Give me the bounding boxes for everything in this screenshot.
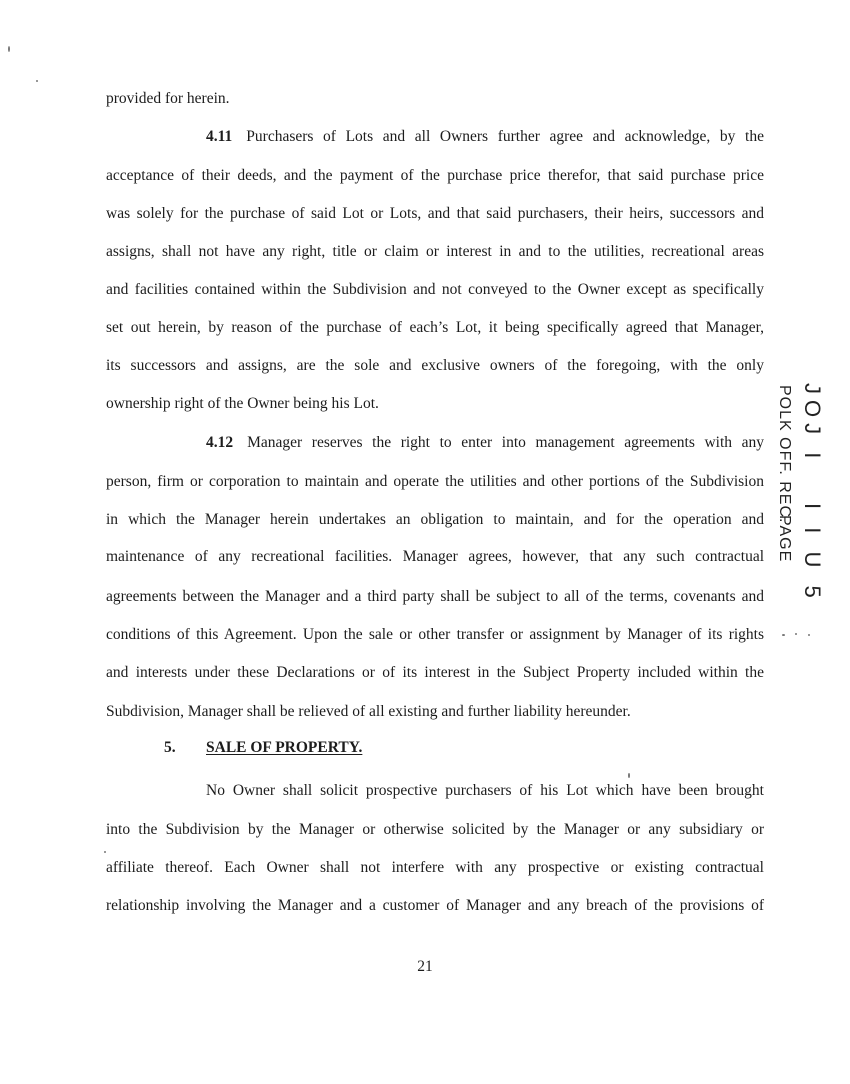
section-5-line-3: affiliate thereof. Each Owner shall not interfere with any prospective or existing contractual: [106, 859, 764, 876]
section-4-12-line-7: and interests under these Declarations or of its interest in the Subject Property included within the: [106, 664, 764, 681]
section-4-11-line-1: Purchasers of Lots and all Owners further agree and acknowledge, by the: [246, 128, 764, 145]
section-5-title: SALE OF PROPERTY.: [206, 739, 363, 756]
section-4-11-line-3: was solely for the purchase of said Lot or Lots, and that said purchasers, their heirs, successors and: [106, 205, 764, 222]
section-4-12-line-8: Subdivision, Manager shall be relieved of all existing and further liability hereunder.: [106, 703, 631, 720]
scan-speck: [782, 634, 785, 636]
section-5-line-1: No Owner shall solicit prospective purchasers of his Lot which have been brought: [206, 782, 764, 799]
stamp-page-number: I I U 5: [800, 503, 825, 604]
section-4-11-line-4: assigns, shall not have any right, title or claim or interest in and to the utilities, recreational areas: [106, 243, 764, 260]
section-number-5: 5.: [164, 739, 176, 756]
section-4-12-line-4: maintenance of any recreational facilities. Manager agrees, however, that any such contractual: [106, 548, 764, 565]
section-4-11-line-6: set out herein, by reason of the purchase of each’s Lot, it being specifically agreed that Manager,: [106, 319, 764, 336]
section-4-12-line-5: agreements between the Manager and a third party shall be subject to all of the terms, covenants and: [106, 588, 764, 605]
section-4-11-line-7: its successors and assigns, are the sole and exclusive owners of the foregoing, with the only: [106, 357, 764, 374]
section-number-4-11: 4.11: [206, 128, 233, 145]
section-4-12-line-1: Manager reserves the right to enter into management agreements with any: [247, 434, 764, 451]
stamp-label: POLK OFF. REC.: [776, 385, 793, 524]
section-4-12-line-6: conditions of this Agreement. Upon the sale or other transfer or assignment by Manager of its rights: [106, 626, 764, 643]
scan-speck: [795, 633, 797, 635]
section-4-12-line-3: in which the Manager herein undertakes an obligation to maintain, and for the operation and: [106, 511, 764, 528]
scan-speck: [104, 851, 106, 853]
paragraph-continuation-line: provided for herein.: [106, 90, 230, 107]
page-number: 21: [417, 958, 433, 975]
section-4-12-line-2: person, firm or corporation to maintain and operate the utilities and other portions of the Subdivision: [106, 473, 764, 490]
section-4-11-first-line: [206, 127, 764, 147]
scan-speck: [8, 46, 10, 52]
section-5-heading: [164, 738, 362, 758]
section-4-12-first-line: [206, 433, 764, 453]
section-number-4-12: 4.12: [206, 434, 234, 451]
scan-speck: [36, 80, 38, 82]
section-4-11-line-5: and facilities contained within the Subdivision and not conveyed to the Owner except as specifically: [106, 281, 764, 298]
section-4-11-line-8: ownership right of the Owner being his Lot.: [106, 395, 379, 412]
stamp-page-label: PAGE: [776, 515, 793, 563]
stamp-book-number: JOJ I: [800, 383, 825, 465]
section-5-line-2: into the Subdivision by the Manager or otherwise solicited by the Manager or any subsidiary or: [106, 821, 764, 838]
section-5-line-4: relationship involving the Manager and a customer of Manager and any breach of the provisions of: [106, 897, 764, 914]
scan-speck: [628, 773, 630, 778]
recording-stamp: [763, 383, 825, 623]
scan-speck: [808, 634, 810, 636]
section-4-11-line-2: acceptance of their deeds, and the payment of the purchase price therefor, that said purchase price: [106, 167, 764, 184]
